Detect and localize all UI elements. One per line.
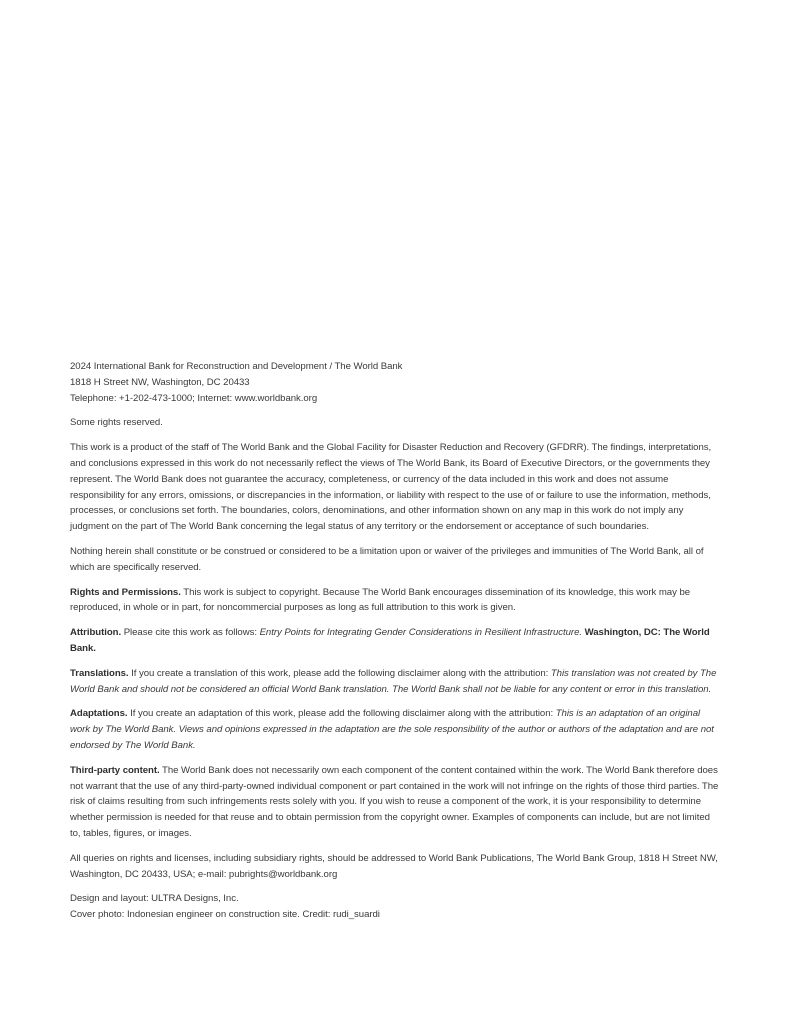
attribution-text: Please cite this work as follows: bbox=[121, 627, 260, 639]
rights-reserved bbox=[70, 415, 722, 431]
copyright-page bbox=[70, 359, 722, 932]
credits-section bbox=[70, 891, 722, 923]
adaptations-text: If you create an adaptation of this work, please add the following disclaimer along with the attribution: bbox=[127, 708, 556, 720]
adaptations-quote: This is an adaptation of an original work by The World Bank. Views and opinions expressed in the adaptation are the sole responsibility of the author or authors of the adaptation and are not endorsed by The World Bank. bbox=[70, 708, 714, 751]
cover-credit: Cover photo: Indonesian engineer on construction site. Credit: rudi_suardi bbox=[70, 909, 380, 921]
rights-permissions-text: This work is subject to copyright. Because The World Bank encourages dissemination of its knowledge, this work may be reproduced, in whole or in part, for noncommercial purposes as long as full attribution to this work is given. bbox=[70, 586, 691, 614]
third-party-section bbox=[70, 763, 722, 842]
queries-text: All queries on rights and licenses, including subsidiary rights, should be addressed to World Bank Publications, The World Bank Group, 1818 H Street NW, Washington, DC 20433, USA; e-mail: pubrights@worldbank.org bbox=[70, 852, 718, 880]
translations-quote: This translation was not created by The World Bank and should not be considered an official World Bank translation. The World Bank shall not be liable for any content or error in this translation. bbox=[70, 667, 717, 695]
rights-permissions-section bbox=[70, 585, 722, 617]
attribution-tail: Washington, DC: The World Bank. bbox=[70, 627, 710, 654]
attribution-section bbox=[70, 625, 722, 657]
attribution-label: Attribution. bbox=[70, 627, 122, 639]
privileges-section bbox=[70, 544, 722, 576]
publisher-info bbox=[70, 359, 722, 406]
privileges-text: Nothing herein shall constitute or be construed or considered to be a limitation upon or waiver of the privileges and immunities of The World Bank, all of which are specifically reserved. bbox=[70, 545, 704, 573]
rights-reserved-text: Some rights reserved. bbox=[70, 417, 163, 429]
design-credit: Design and layout: ULTRA Designs, Inc. bbox=[70, 893, 239, 905]
translations-text: If you create a translation of this work, please add the following disclaimer along with the attribution: bbox=[128, 667, 551, 679]
disclaimer-section bbox=[70, 440, 722, 535]
translations-section bbox=[70, 666, 722, 698]
translations-label: Translations. bbox=[70, 667, 129, 679]
queries-section bbox=[70, 851, 722, 883]
publisher-address: 1818 H Street NW, Washington, DC 20433 bbox=[70, 376, 250, 388]
attribution-title: Entry Points for Integrating Gender Considerations in Resilient Infrastructure. bbox=[259, 627, 582, 639]
rights-permissions-label: Rights and Permissions. bbox=[70, 586, 181, 598]
publisher-name: 2024 International Bank for Reconstruction and Development / The World Bank bbox=[70, 361, 403, 372]
publisher-contact: Telephone: +1-202-473-1000; Internet: www.worldbank.org bbox=[70, 392, 318, 404]
third-party-text: The World Bank does not necessarily own each component of the content contained within the work. The World Bank therefore does not warrant that the use of any third-party-owned individual component or part contained in the work will not infringe on the rights of those third parties. The risk of claims resulting from such infringements rests solely with you. If you wish to reuse a component of the work, it is your responsibility to determine whether permission is needed for that reuse and to obtain permission from the copyright owner. Examples of components can include, but are not limited to, tables, figures, or images. bbox=[70, 764, 719, 839]
third-party-label: Third-party content. bbox=[70, 764, 160, 776]
disclaimer-text: This work is a product of the staff of The World Bank and the Global Facility for Disaster Reduction and Recovery (GFDRR). The findings, interpretations, and conclusions expressed in this work do not necessarily reflect the views of The World Bank, its Board of Executive Directors, or the governments they represent. The World Bank does not guarantee the accuracy, completeness, or currency of the data included in this work and does not assume responsibility for any errors, omissions, or discrepancies in the information, or liability with respect to the use of or failure to use the information, methods, processes, or conclusions set forth. The boundaries, colors, denominations, and other information shown on any map in this work do not imply any judgment on the part of The World Bank concerning the legal status of any territory or the endorsement or acceptance of such boundaries. bbox=[70, 442, 712, 533]
adaptations-label: Adaptations. bbox=[70, 708, 128, 720]
adaptations-section bbox=[70, 706, 722, 753]
